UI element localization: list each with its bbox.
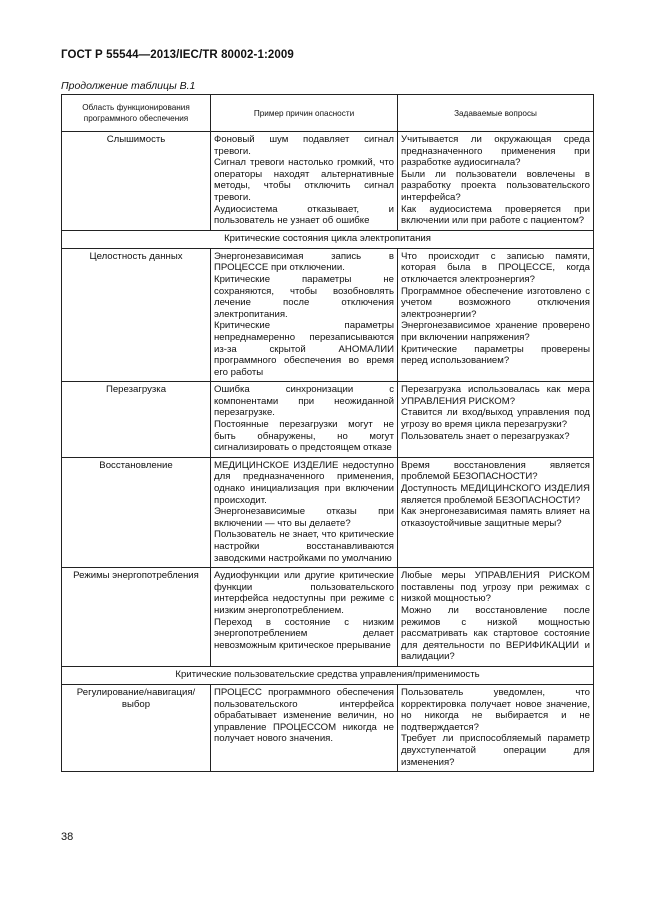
question-paragraph: Учитывается ли окружающая среда предназначенного применения при разработке аудиосигнала? [401,134,590,169]
cause-paragraph: Пользователь не знает, что критические настройки восстанавливаются заводскими настройками по умолчанию [214,529,394,564]
cause-paragraph: Энергонезависимая запись в ПРОЦЕССЕ при отключении. [214,250,394,274]
cause-paragraph: Критические параметры непреднамеренно перезаписываются из-за скрытой АНОМАЛИИ программного обеспечения во время его работы [214,320,394,378]
section-row [62,666,594,684]
cause-paragraph: Сигнал тревоги настолько громкий, что операторы находят альтернативные методы, чтобы отключить сигнал тревоги. [214,157,394,203]
question-paragraph: Как аудиосистема проверяется при включении или при работе с пациентом? [401,203,590,227]
section-title: Критические состояния цикла электропитания [62,230,594,248]
question-paragraph: Время восстановления является проблемой БЕЗОПАСНОСТИ? [401,459,590,483]
table-row [62,568,594,667]
question-paragraph: Были ли пользователи вовлечены в разработку проекта пользовательского интерфейса? [401,168,590,203]
question-paragraph: Перезагрузка использовалась как мера УПРАВЛЕНИЯ РИСКОМ? [401,384,590,407]
question-paragraph: Критические параметры проверены перед использованием? [401,343,590,367]
table-row [62,132,594,231]
causes-cell [211,457,398,567]
question-paragraph: Пользователь знает о перезагрузках? [401,430,570,442]
question-paragraph: Доступность МЕДИЦИНСКОГО ИЗДЕЛИЯ является проблемой БЕЗОПАСНОСТИ? [401,483,590,506]
causes-cell [211,568,398,667]
causes-cell [211,382,398,458]
causes-cell [211,684,398,771]
questions-cell [398,132,594,231]
causes-cell [211,248,398,382]
question-paragraph: Энергонезависимое хранение проверено при включении напряжения? [401,320,590,343]
table-body [62,132,594,772]
cause-paragraph: Переход в состояние с низким энергопотреблением делает невозможным критическое прерывание [214,616,394,651]
cause-paragraph: Энергонезависимые отказы при включении — что вы делаете? [214,506,394,529]
question-paragraph: Можно ли восстановление после режимов с низкой мощностью рассматривать как стартовое состояние для деятельности по ВЕРИФИКАЦИИ и валидации? [401,604,590,663]
table-row [62,382,594,458]
cause-paragraph: ПРОЦЕСС программного обеспечения пользовательского интерфейса обрабатывает изменение величин, но управление ПРОЦЕССОМ никогда не получает нового значения. [214,686,394,745]
table-row [62,684,594,771]
cause-paragraph: Критические параметры не сохраняются, чтобы возобновлять лечение после отключения электропитания. [214,273,394,320]
area-cell: Слышимость [62,132,211,231]
cause-paragraph: Фоновый шум подавляет сигнал тревоги. [214,134,394,157]
question-paragraph: Ставится ли вход/выход управления под угрозу во время цикла перезагрузки? [401,407,590,431]
cause-paragraph: Аудиофункции или другие критические функции пользовательского интерфейса недоступны при режиме с низким энергопотреблением. [214,570,394,616]
cause-paragraph: Ошибка синхронизации с компонентами при неожиданной перезагрузке. [214,384,394,419]
area-cell: Регулирование/навигация/выбор [62,684,211,771]
question-paragraph: Любые меры УПРАВЛЕНИЯ РИСКОМ поставлены под угрозу при режимах с низкой мощностью? [401,570,590,605]
section-row [62,230,594,248]
section-title: Критические пользовательские средства управления/применимость [62,666,594,684]
column-header-area: Область функционирования программного обеспечения [62,95,211,132]
hazard-table [61,94,594,772]
question-paragraph: Требует ли приспособляемый параметр двухступенчатой операции для изменения? [401,733,590,768]
questions-cell [398,568,594,667]
cause-paragraph: Аудиосистема отказывает, и пользователь не узнает об ошибке [214,203,394,227]
document-code-header: ГОСТ Р 55544—2013/IEC/TR 80002-1:2009 [61,49,294,61]
questions-cell [398,684,594,771]
column-header-causes: Пример причин опасности [211,95,398,132]
column-header-questions: Задаваемые вопросы [398,95,594,132]
question-paragraph: Как энергонезависимая память влияет на отказоустойчивые защитные меры? [401,506,590,529]
area-cell: Восстановление [62,457,211,567]
cause-paragraph: МЕДИЦИНСКОЕ ИЗДЕЛИЕ недоступно для предназначенного применения, однако инициализация при включении происходит. [214,459,394,506]
cause-paragraph: Постоянные перезагрузки могут не быть обнаружены, но могут сигнализировать о предстоящем отказе [214,419,394,454]
table-row [62,248,594,382]
area-cell: Перезагрузка [62,382,211,458]
causes-cell [211,132,398,231]
page-number: 38 [61,831,74,843]
questions-cell [398,457,594,567]
question-paragraph: Что происходит с записью памяти, которая была в ПРОЦЕССЕ, когда отключается электроэнергия? [401,250,590,285]
table-caption: Продолжение таблицы В.1 [61,80,196,92]
table-row [62,457,594,567]
table-header-row [62,95,594,132]
area-cell: Режимы энергопотребления [62,568,211,667]
questions-cell [398,382,594,458]
question-paragraph: Программное обеспечение изготовлено с учетом возможного отключения электроэнергии? [401,285,590,320]
questions-cell [398,248,594,382]
question-paragraph: Пользователь уведомлен, что корректировка получает новое значение, но никогда не выбирается и не подтверждается? [401,686,590,733]
area-cell: Целостность данных [62,248,211,382]
